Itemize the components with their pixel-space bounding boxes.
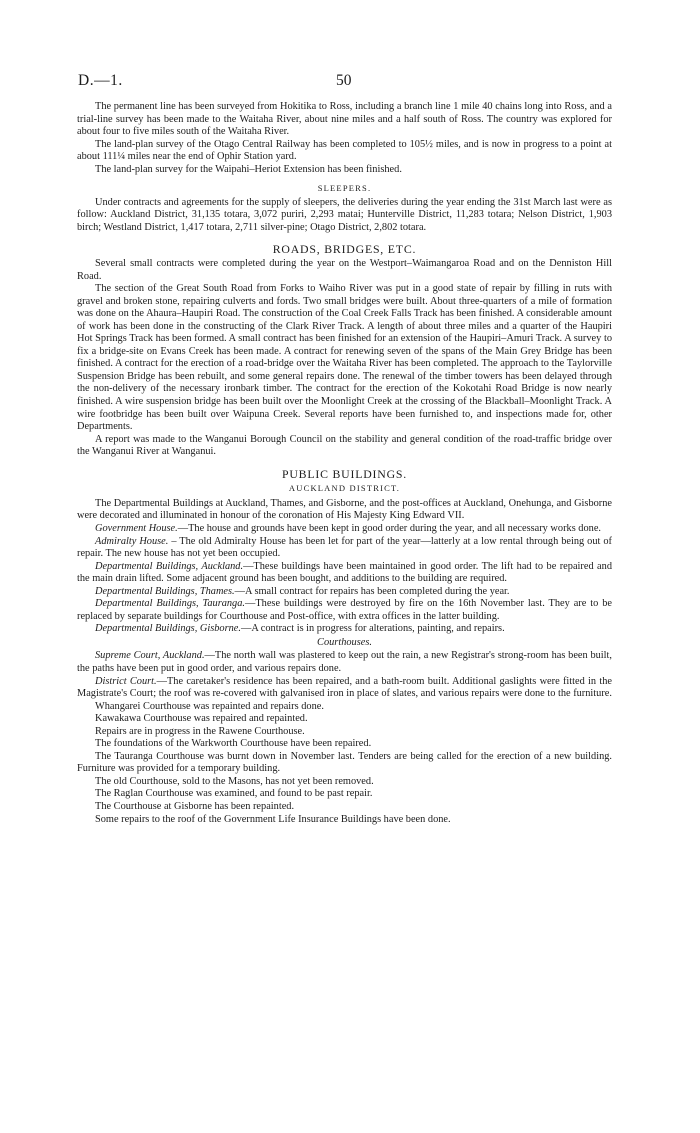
document-body	[77, 101, 612, 826]
paragraph: The permanent line has been surveyed from Hokitika to Ross, including a branch line 1 mile 40 chains long into Ross, and a trial-line survey has been made to the Waitaha River, about nine miles and a half south of Ross. The country was explored for about four to five miles south of the Waitaha River.	[77, 101, 612, 138]
section-heading-public-buildings: PUBLIC BUILDINGS.	[281, 466, 408, 481]
item-label: Departmental Buildings, Thames.	[95, 585, 235, 597]
page-number: 50	[336, 72, 352, 89]
paragraph	[77, 598, 612, 623]
subheading-auckland-district: AUCKLAND DISTRICT.	[288, 483, 401, 494]
paragraph	[77, 536, 612, 561]
paragraph	[77, 676, 612, 701]
document-reference: D.—1.	[78, 72, 123, 89]
subheading-courthouses: Courthouses.	[317, 636, 372, 648]
paragraph: Under contracts and agreements for the supply of sleepers, the deliveries during the year ending the 31st March last were as follow: Auckland District, 31,135 totara, 3,072 puriri, 2,293 matai; Hunterville District, 11,283 totara; Nelson District, 1,903 birch; Westland District, 1,417 totara, 2,711 silver-pine; Otago District, 2,802 totara.	[77, 196, 612, 233]
paragraph	[77, 561, 612, 586]
item-text: —A small contract for repairs has been completed during the year.	[234, 585, 510, 597]
item-text: —The north wall was plastered to keep out the rain, a new Registrar's strong-room has been built, the paths have been put in good order, and various repairs done.	[77, 650, 612, 674]
paragraph: The Departmental Buildings at Auckland, Thames, and Gisborne, and the post-offices at Auckland, Onehunga, and Gisborne were decorated and illuminated in honour of the coronation of His Majesty King Edward VII.	[77, 497, 612, 522]
paragraph: Repairs are in progress in the Rawene Courthouse.	[95, 725, 305, 737]
paragraph	[77, 523, 612, 536]
item-label: Admiralty House.	[95, 535, 169, 547]
paragraph: Whangarei Courthouse was repainted and repairs done.	[95, 700, 324, 712]
item-label: Departmental Buildings, Gisborne.	[95, 623, 241, 635]
paragraph: Kawakawa Courthouse was repaired and repainted.	[95, 713, 308, 725]
item-text: —These buildings were destroyed by fire on the 16th November last. They are to be replaced by separate buildings for Courthouse and Post-office, with extra offices in the latter building.	[77, 598, 612, 622]
item-label: Departmental Buildings, Tauranga.	[95, 598, 245, 610]
item-text: —The caretaker's residence has been repaired, and a bath-room built. Additional gaslights were fitted in the Magistrate's Court; the roof was re-covered with galvanised iron in place of slates, and various repairs were done to the furniture.	[77, 675, 613, 700]
item-text: —A contract is in progress for alterations, painting, and repairs.	[240, 623, 505, 635]
paragraph	[77, 650, 612, 675]
paragraph	[77, 586, 612, 599]
paragraph: The foundations of the Warkworth Courthouse have been repaired.	[95, 738, 372, 750]
paragraph: Several small contracts were completed during the year on the Westport–Waimangaroa Road and on the Denniston Hill Road.	[77, 258, 612, 282]
paragraph: Some repairs to the roof of the Government Life Insurance Buildings have been done.	[95, 813, 451, 825]
paragraph: The land-plan survey for the Waipahi–Heriot Extension has been finished.	[95, 163, 402, 175]
item-label: Government House.	[95, 522, 178, 534]
section-heading-sleepers: SLEEPERS.	[317, 183, 372, 194]
item-text: —These buildings have been maintained in good order. The lift had to be repaired and the main drain lifted. Some adjacent ground has been bought, and additions to the building are required.	[77, 560, 612, 585]
paragraph: The land-plan survey of the Otago Central Railway has been completed to 105½ miles, and is now in progress to a point at about 111¼ miles near the end of Ophir Station yard.	[77, 138, 612, 163]
paragraph: The Raglan Courthouse was examined, and found to be past repair.	[95, 788, 373, 800]
paragraph: The Courthouse at Gisborne has been repainted.	[95, 800, 295, 812]
item-label: Departmental Buildings, Auckland.	[95, 560, 244, 572]
paragraph: The section of the Great South Road from Forks to Waiho River was put in a good state of repair by filling in ruts with gravel and broken stone, repairing culverts and fords. Two small bridges were built. About three-quarters of a mile of formation was done on the Ahaura–Haupiri Road. The construction of the Coal Creek Falls Track has been finished. A considerable amount of work has been done in the constructing of the Clark River Track. A length of about three miles and a quarter of the Haupiri Hot Springs Track has been formed. A small contract has been finished for an extension of the Haupiri–Amuri Track. A survey to fix a bridge-site on Evans Creek has been made. A contract for renewing seven of the spans of the Main Grey Bridge has been finished. A contract for the erection of a road-bridge over the Waitaha River has been completed. The approach to the Taylorville Suspension Bridge has been rebuilt, and some general repairs done. The renewal of the timber towers has been delayed through the non-delivery of the necessary ironbark timber. The contract for the erection of the Kokotahi Road Bridge is now nearly finished. A wire suspension bridge has been built over the Moonlight Creek at the crossing of the Blackball–Moonlight Track. A wire footbridge has been built over Waipuna Creek. Several reports have been furnished to, and inspections made for, other Departments.	[77, 283, 612, 433]
paragraph	[77, 623, 612, 636]
paragraph: A report was made to the Wanganui Borough Council on the stability and general condition of the road-traffic bridge over the Wanganui River at Wanganui.	[77, 433, 612, 458]
section-heading-roads: ROADS, BRIDGES, ETC.	[272, 242, 417, 257]
item-text: —The house and grounds have been kept in good order during the year, and all necessary works done.	[177, 522, 601, 534]
paragraph: The Tauranga Courthouse was burnt down in November last. Tenders are being called for the erection of a new building. Furniture was provided for a temporary building.	[77, 750, 612, 775]
item-label: Supreme Court, Auckland.	[95, 650, 205, 662]
item-text: – The old Admiralty House has been let for part of the year—latterly at a low rental through being out of repair. The new house has not yet been occupied.	[77, 535, 612, 560]
paragraph: The old Courthouse, sold to the Masons, has not yet been removed.	[95, 775, 374, 787]
item-label: District Court.	[95, 675, 157, 687]
